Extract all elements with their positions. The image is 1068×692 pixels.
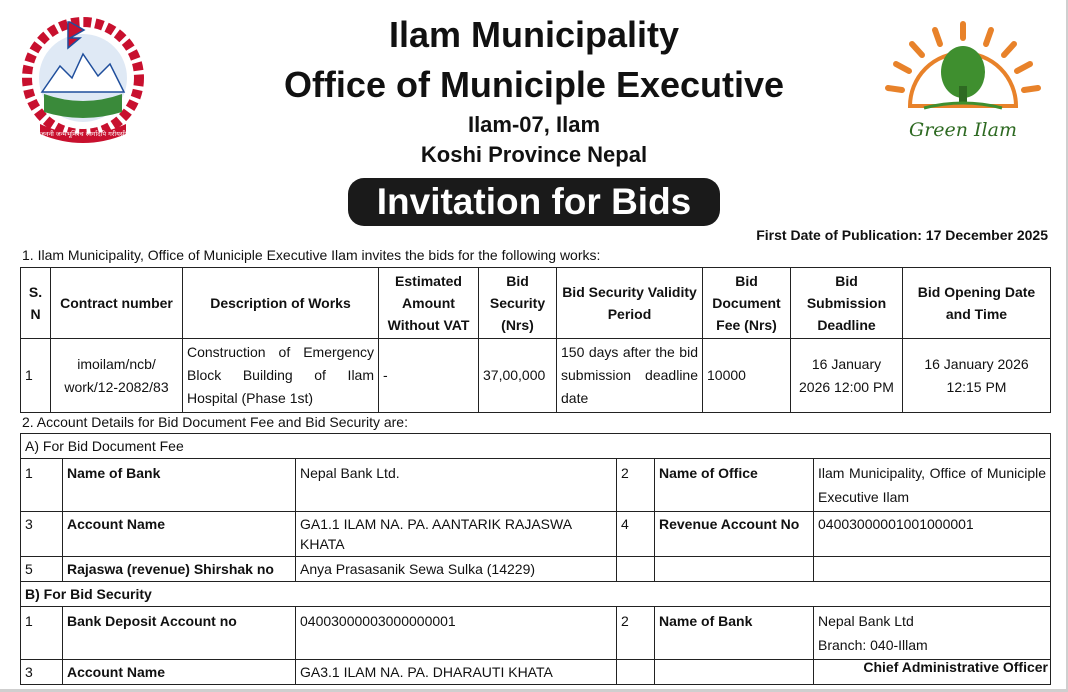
empty-cell [617, 557, 655, 582]
field-label: Name of Bank [63, 459, 296, 512]
row-number: 5 [21, 557, 63, 582]
field-label: Revenue Account No [655, 512, 814, 557]
office-title: Office of Municiple Executive [283, 64, 785, 105]
header-estimated-amount: Estimated Amount Without VAT [379, 268, 479, 339]
section-1-intro: 1. Ilam Municipality, Office of Municiple Executive Ilam invites the bids for the following works: [22, 247, 601, 263]
cell-validity-period: 150 days after the bid submission deadline date [557, 339, 703, 413]
works-table-header-row [21, 268, 1051, 339]
header-document-fee: Bid Document Fee (Nrs) [703, 268, 791, 339]
emblem-motto: जननी जन्मभूमिश्च स्वर्गादपि गरीयसी [40, 130, 126, 138]
cell-opening-date: 16 January 2026 12:15 PM [903, 339, 1051, 413]
field-value [814, 607, 1051, 660]
field-value: Ilam Municipality, Office of Municiple Executive Ilam [814, 459, 1051, 512]
bank-name-value: Nepal Bank Ltd [818, 613, 914, 629]
field-label: Rajaswa (revenue) Shirshak no [63, 557, 296, 582]
table-row [21, 459, 1051, 512]
section-b-title: B) For Bid Security [21, 582, 1051, 607]
section-2-intro: 2. Account Details for Bid Document Fee and Bid Security are: [22, 414, 408, 430]
header-description: Description of Works [183, 268, 379, 339]
cell-sn: 1 [21, 339, 51, 413]
address-line2: Koshi Province Nepal [420, 142, 648, 167]
section-a-title: A) For Bid Document Fee [21, 434, 1051, 459]
header-contract-number: Contract number [51, 268, 183, 339]
field-value: GA1.1 ILAM NA. PA. AANTARIK RAJASWA KHATA [296, 512, 617, 557]
cell-submission-deadline: 16 January 2026 12:00 PM [791, 339, 903, 413]
field-label: Bank Deposit Account no [63, 607, 296, 660]
signature-title: Chief Administrative Officer [863, 659, 1048, 675]
field-value: Anya Prasasanik Sewa Sulka (14229) [296, 557, 617, 582]
empty-cell [655, 557, 814, 582]
green-ilam-text: Green Ilam [909, 119, 1017, 141]
cell-estimated-amount: - [379, 339, 479, 413]
table-row [21, 339, 1051, 413]
field-value: 04003000003000000001 [296, 607, 617, 660]
publication-date: First Date of Publication: 17 December 2025 [756, 227, 1048, 243]
row-number: 1 [21, 459, 63, 512]
row-number: 2 [617, 459, 655, 512]
field-label: Name of Office [655, 459, 814, 512]
account-details-table [20, 433, 1051, 685]
table-row [21, 607, 1051, 660]
empty-cell [814, 557, 1051, 582]
row-number: 2 [617, 607, 655, 660]
table-row [21, 557, 1051, 582]
header-validity-period: Bid Security Validity Period [557, 268, 703, 339]
cell-contract-number: imoilam/ncb/ work/12-2082/83 [51, 339, 183, 413]
empty-cell [655, 660, 814, 685]
header-opening-date: Bid Opening Date and Time [903, 268, 1051, 339]
field-label: Account Name [63, 512, 296, 557]
field-label: Account Name [63, 660, 296, 685]
header-submission-deadline: Bid Submission Deadline [791, 268, 903, 339]
field-value: Nepal Bank Ltd. [296, 459, 617, 512]
row-number: 1 [21, 607, 63, 660]
row-number: 3 [21, 512, 63, 557]
section-a-row [21, 434, 1051, 459]
cell-description: Construction of Emergency Block Building of Ilam Hospital (Phase 1st) [183, 339, 379, 413]
empty-cell [617, 660, 655, 685]
field-value: GA3.1 ILAM NA. PA. DHARAUTI KHATA [296, 660, 617, 685]
address-line1: Ilam-07, Ilam [467, 112, 601, 137]
cell-document-fee: 10000 [703, 339, 791, 413]
table-row [21, 512, 1051, 557]
row-number: 3 [21, 660, 63, 685]
invitation-banner: Invitation for Bids [348, 178, 720, 226]
row-number: 4 [617, 512, 655, 557]
green-ilam-logo-icon [880, 20, 1046, 146]
municipality-title: Ilam Municipality [388, 14, 680, 55]
header-sn: S. N [21, 268, 51, 339]
header-bid-security: Bid Security (Nrs) [479, 268, 557, 339]
branch-value: Branch: 040-Illam [818, 637, 928, 653]
field-label: Name of Bank [655, 607, 814, 660]
section-b-row [21, 582, 1051, 607]
works-table [20, 267, 1051, 413]
field-value: 04003000001001000001 [814, 512, 1051, 557]
cell-bid-security: 37,00,000 [479, 339, 557, 413]
